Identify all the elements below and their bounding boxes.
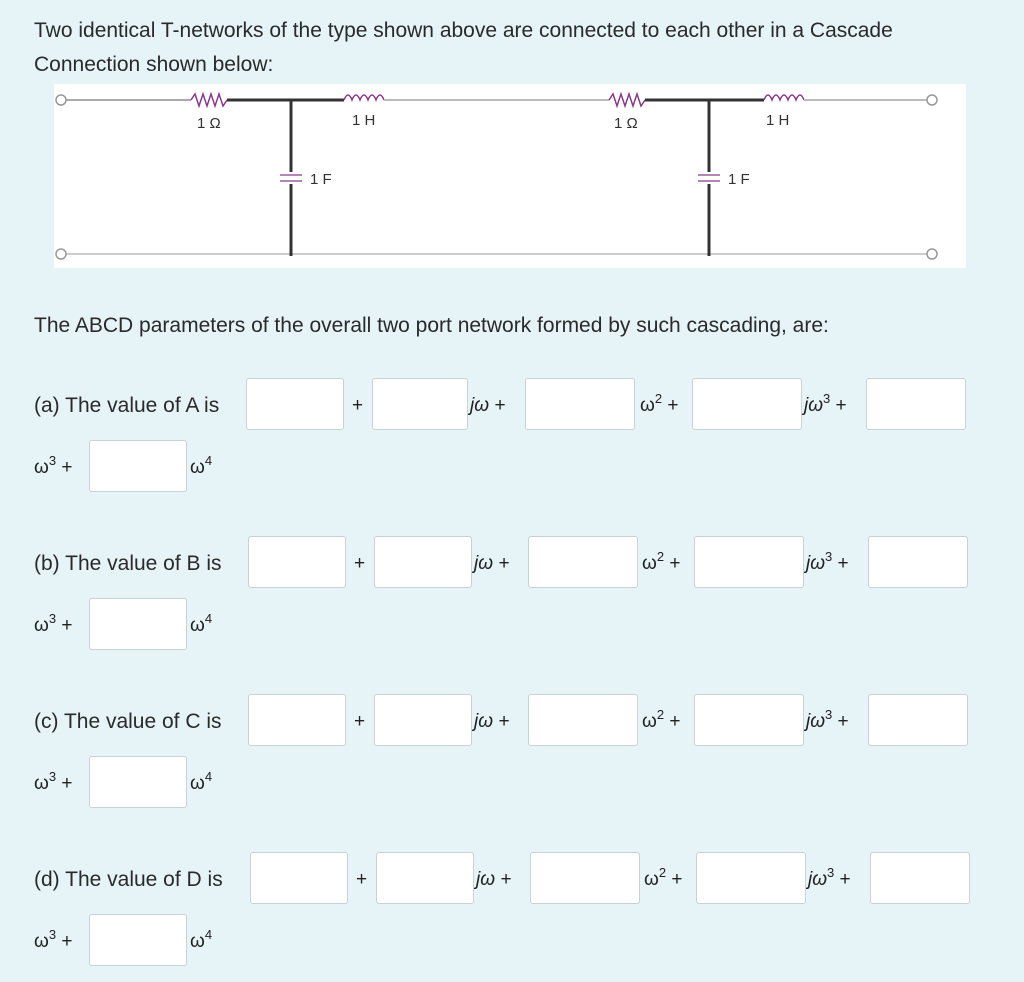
inductor2-symbol — [764, 95, 804, 100]
resistor1-label: 1 Ω — [197, 115, 221, 132]
part-d-coef-2[interactable] — [530, 852, 640, 904]
part-d-term-w4: $\omega^4$ — [190, 927, 213, 952]
part-d-term-w3: $\omega^3$ + — [34, 927, 73, 952]
part-b-term-jw: jω + — [474, 553, 510, 574]
terminal-bottom-left — [56, 249, 66, 259]
part-c-coef-3[interactable] — [694, 694, 804, 746]
part-c-coef-1[interactable] — [374, 694, 472, 746]
part-a-term-w4: $\omega^4$ — [190, 453, 213, 478]
part-c-coef-5[interactable] — [89, 756, 187, 808]
part-a-coef-2[interactable] — [525, 378, 635, 430]
part-d-coef-3[interactable] — [696, 852, 806, 904]
part-d-term-w2: $\omega^2$ + — [644, 865, 683, 890]
part-a-coef-1[interactable] — [372, 378, 468, 430]
capacitor2-label: 1 F — [728, 171, 750, 188]
inductor1-label: 1 H — [352, 112, 376, 129]
part-b-label: (b) The value of B is — [34, 552, 222, 575]
part-d-coef-4[interactable] — [870, 852, 970, 904]
part-a-coef-4[interactable] — [866, 378, 966, 430]
part-b-coef-5[interactable] — [89, 598, 187, 650]
part-d-plus: + — [356, 869, 368, 890]
part-c-term-w3: $\omega^3$ + — [34, 769, 73, 794]
part-a — [0, 376, 1024, 506]
part-a-term-jw: jω + — [470, 395, 506, 416]
resistor2-symbol — [609, 94, 645, 106]
part-c-coef-4[interactable] — [868, 694, 968, 746]
part-a-coef-5[interactable] — [89, 440, 187, 492]
part-c-term-jw: jω + — [474, 711, 510, 732]
part-c-label: (c) The value of C is — [34, 710, 222, 733]
part-b-term-w4: $\omega^4$ — [190, 611, 213, 636]
part-a-coef-3[interactable] — [692, 378, 802, 430]
capacitor1-label: 1 F — [310, 171, 332, 188]
part-b-term-w2: $\omega^2$ + — [642, 549, 681, 574]
part-d-coef-5[interactable] — [89, 914, 187, 966]
part-d — [0, 850, 1024, 980]
cascade-circuit-diagram — [54, 84, 966, 268]
part-c — [0, 692, 1024, 822]
part-b-term-jw3: $j\omega^3$ + — [806, 549, 849, 574]
part-a-coef-0[interactable] — [246, 378, 344, 430]
resistor2-label: 1 Ω — [614, 115, 638, 132]
terminal-top-left — [56, 95, 66, 105]
abcd-prompt: The ABCD parameters of the overall two port network formed by such cascading, are: — [34, 314, 829, 337]
part-c-coef-2[interactable] — [528, 694, 638, 746]
part-b-coef-0[interactable] — [248, 536, 346, 588]
part-c-term-w4: $\omega^4$ — [190, 769, 213, 794]
part-b-coef-3[interactable] — [694, 536, 804, 588]
inductor2-label: 1 H — [766, 112, 790, 129]
part-a-plus: + — [352, 395, 364, 416]
part-a-term-jw3: $j\omega^3$ + — [804, 391, 847, 416]
part-a-label: (a) The value of A is — [34, 394, 220, 417]
part-a-term-w3: $\omega^3$ + — [34, 453, 73, 478]
terminal-top-right — [927, 95, 937, 105]
inductor1-symbol — [344, 95, 384, 100]
resistor1-symbol — [191, 94, 227, 106]
part-d-label: (d) The value of D is — [34, 868, 223, 891]
part-c-term-jw3: $j\omega^3$ + — [806, 707, 849, 732]
part-b-term-w3: $\omega^3$ + — [34, 611, 73, 636]
part-b-plus: + — [354, 553, 366, 574]
part-d-coef-0[interactable] — [250, 852, 348, 904]
terminal-bottom-right — [927, 249, 937, 259]
part-b-coef-4[interactable] — [868, 536, 968, 588]
part-b-coef-2[interactable] — [528, 536, 638, 588]
part-d-term-jw: jω + — [476, 869, 512, 890]
part-c-plus: + — [354, 711, 366, 732]
part-b-coef-1[interactable] — [374, 536, 472, 588]
part-c-coef-0[interactable] — [248, 694, 346, 746]
part-b — [0, 534, 1024, 664]
question-intro: Two identical T-networks of the type shown above are connected to each other in a Cascade Connection shown below: — [34, 19, 893, 76]
part-d-term-jw3: $j\omega^3$ + — [808, 865, 851, 890]
part-a-term-w2: $\omega^2$ + — [640, 391, 679, 416]
part-d-coef-1[interactable] — [376, 852, 474, 904]
part-c-term-w2: $\omega^2$ + — [642, 707, 681, 732]
